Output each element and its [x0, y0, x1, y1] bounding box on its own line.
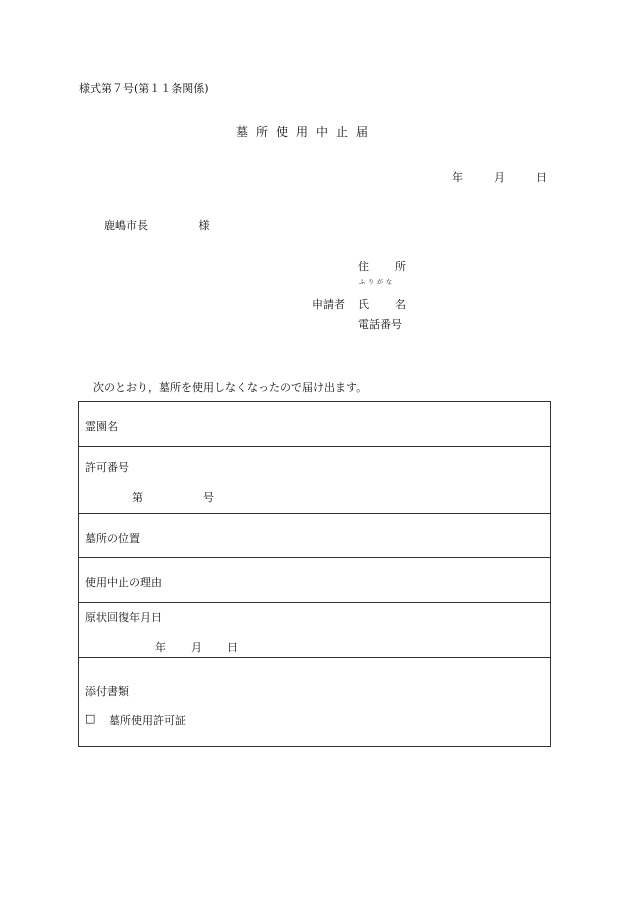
form-number: 様式第７号(第１１条関係)	[79, 82, 209, 95]
row-attachments	[79, 658, 550, 746]
restoration-date-label: 原状回復年月日	[85, 611, 162, 624]
applicant-furigana-label: ふりがな	[359, 279, 396, 286]
permit-go-label: 号	[203, 491, 214, 504]
applicant-phone-label: 電話番号	[358, 318, 402, 331]
cemetery-name-label: 霊園名	[85, 420, 118, 433]
form-table	[78, 401, 551, 747]
addressee-name: 鹿嶋市長	[104, 219, 148, 232]
permit-dai-label: 第	[132, 491, 143, 504]
attachments-label: 添付書類	[85, 685, 129, 698]
checkbox-icon[interactable]: □	[85, 712, 96, 725]
row-cemetery-name	[79, 402, 550, 447]
permit-number-label: 許可番号	[85, 461, 129, 474]
row-restoration-date	[79, 603, 550, 658]
row-permit-number	[79, 447, 550, 514]
applicant-address-label: 住 所	[358, 260, 406, 273]
restore-year-label: 年	[155, 641, 166, 654]
document-title: 墓所使用中止届	[236, 125, 377, 139]
row-discontinue-reason	[79, 558, 550, 603]
applicant-role-label: 申請者	[312, 298, 345, 311]
date-year-label: 年	[452, 171, 463, 184]
attachment-item-label: 墓所使用許可証	[109, 714, 186, 727]
addressee-honorific: 様	[198, 219, 210, 232]
restore-day-label: 日	[227, 641, 238, 654]
row-plot-location	[79, 514, 550, 558]
date-day-label: 日	[536, 171, 547, 184]
restore-month-label: 月	[191, 641, 202, 654]
applicant-name-label: 氏 名	[358, 298, 406, 311]
notice-text: 次のとおり，墓所を使用しなくなったので届け出ます。	[93, 381, 368, 394]
discontinue-reason-label: 使用中止の理由	[85, 576, 162, 589]
submission-date	[452, 169, 547, 185]
plot-location-label: 墓所の位置	[85, 532, 140, 545]
date-month-label: 月	[494, 171, 505, 184]
addressee	[104, 217, 210, 233]
